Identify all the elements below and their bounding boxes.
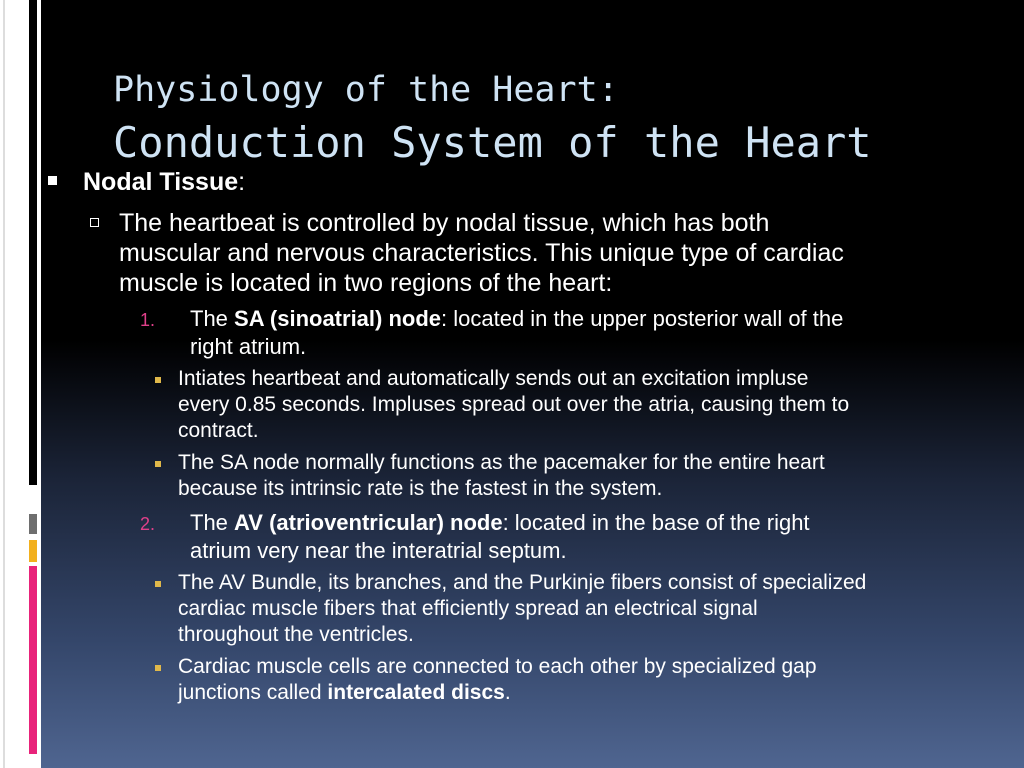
sa-node-label: SA (sinoatrial) node xyxy=(234,306,442,331)
item2-bullet2-line2 xyxy=(178,681,511,705)
list-number-1: 1. xyxy=(140,310,156,330)
item1-bullet1-line2: every 0.85 seconds. Impluses spread out over the atria, causing them to xyxy=(178,393,850,416)
level2-line-3: muscle is located in two regions of the heart: xyxy=(119,269,613,297)
item1-line-1 xyxy=(190,306,843,332)
level2-line-1: The heartbeat is controlled by nodal tissue, which has both xyxy=(119,209,770,237)
item2-bullet2-line1: Cardiac muscle cells are connected to each other by specialized gap xyxy=(178,655,817,678)
title-line-1: Physiology of the Heart: xyxy=(113,70,619,110)
item2-pre: The xyxy=(190,510,235,535)
item1-bullet2-line1: The SA node normally functions as the pacemaker for the entire heart xyxy=(178,451,825,474)
item2-bullet1-line3: throughout the ventricles. xyxy=(178,623,414,646)
item1-line-2: right atrium. xyxy=(190,334,307,359)
square-bullet-icon xyxy=(48,176,57,185)
item1-bullet2-line2: because its intrinsic rate is the fastest in the system. xyxy=(178,477,663,500)
bullet-icon xyxy=(155,461,161,467)
nodal-tissue-label: Nodal Tissue xyxy=(83,168,239,196)
hollow-square-bullet-icon xyxy=(90,218,99,227)
item1-rest: : located in the upper posterior wall of the xyxy=(441,306,844,331)
item2-last-pre: junctions called xyxy=(178,681,328,704)
bullet-icon xyxy=(155,581,161,587)
item2-rest: : located in the base of the right xyxy=(502,510,810,535)
bullet-icon xyxy=(155,665,161,671)
item2-bullet1-line2: cardiac muscle fibers that efficiently spread an electrical signal xyxy=(178,597,758,620)
item2-last-post: . xyxy=(504,681,511,704)
item2-line-1 xyxy=(190,510,810,536)
intercalated-discs-label: intercalated discs xyxy=(327,681,505,704)
bullet-icon xyxy=(155,377,161,383)
item1-bullet1-line1: Intiates heartbeat and automatically sends out an excitation impluse xyxy=(178,367,809,390)
level1-heading xyxy=(83,168,245,197)
level1-colon: : xyxy=(238,168,246,196)
title-line-2: Conduction System of the Heart xyxy=(113,118,872,167)
item1-pre: The xyxy=(190,306,235,331)
item1-bullet1-line3: contract. xyxy=(178,419,259,442)
item2-line-2: atrium very near the interatrial septum. xyxy=(190,538,567,563)
av-node-label: AV (atrioventricular) node xyxy=(234,510,503,535)
level2-line-2: muscular and nervous characteristics. This unique type of cardiac xyxy=(119,239,844,267)
item2-bullet1-line1: The AV Bundle, its branches, and the Purkinje fibers consist of specialized xyxy=(178,571,867,594)
list-number-2: 2. xyxy=(140,514,156,534)
